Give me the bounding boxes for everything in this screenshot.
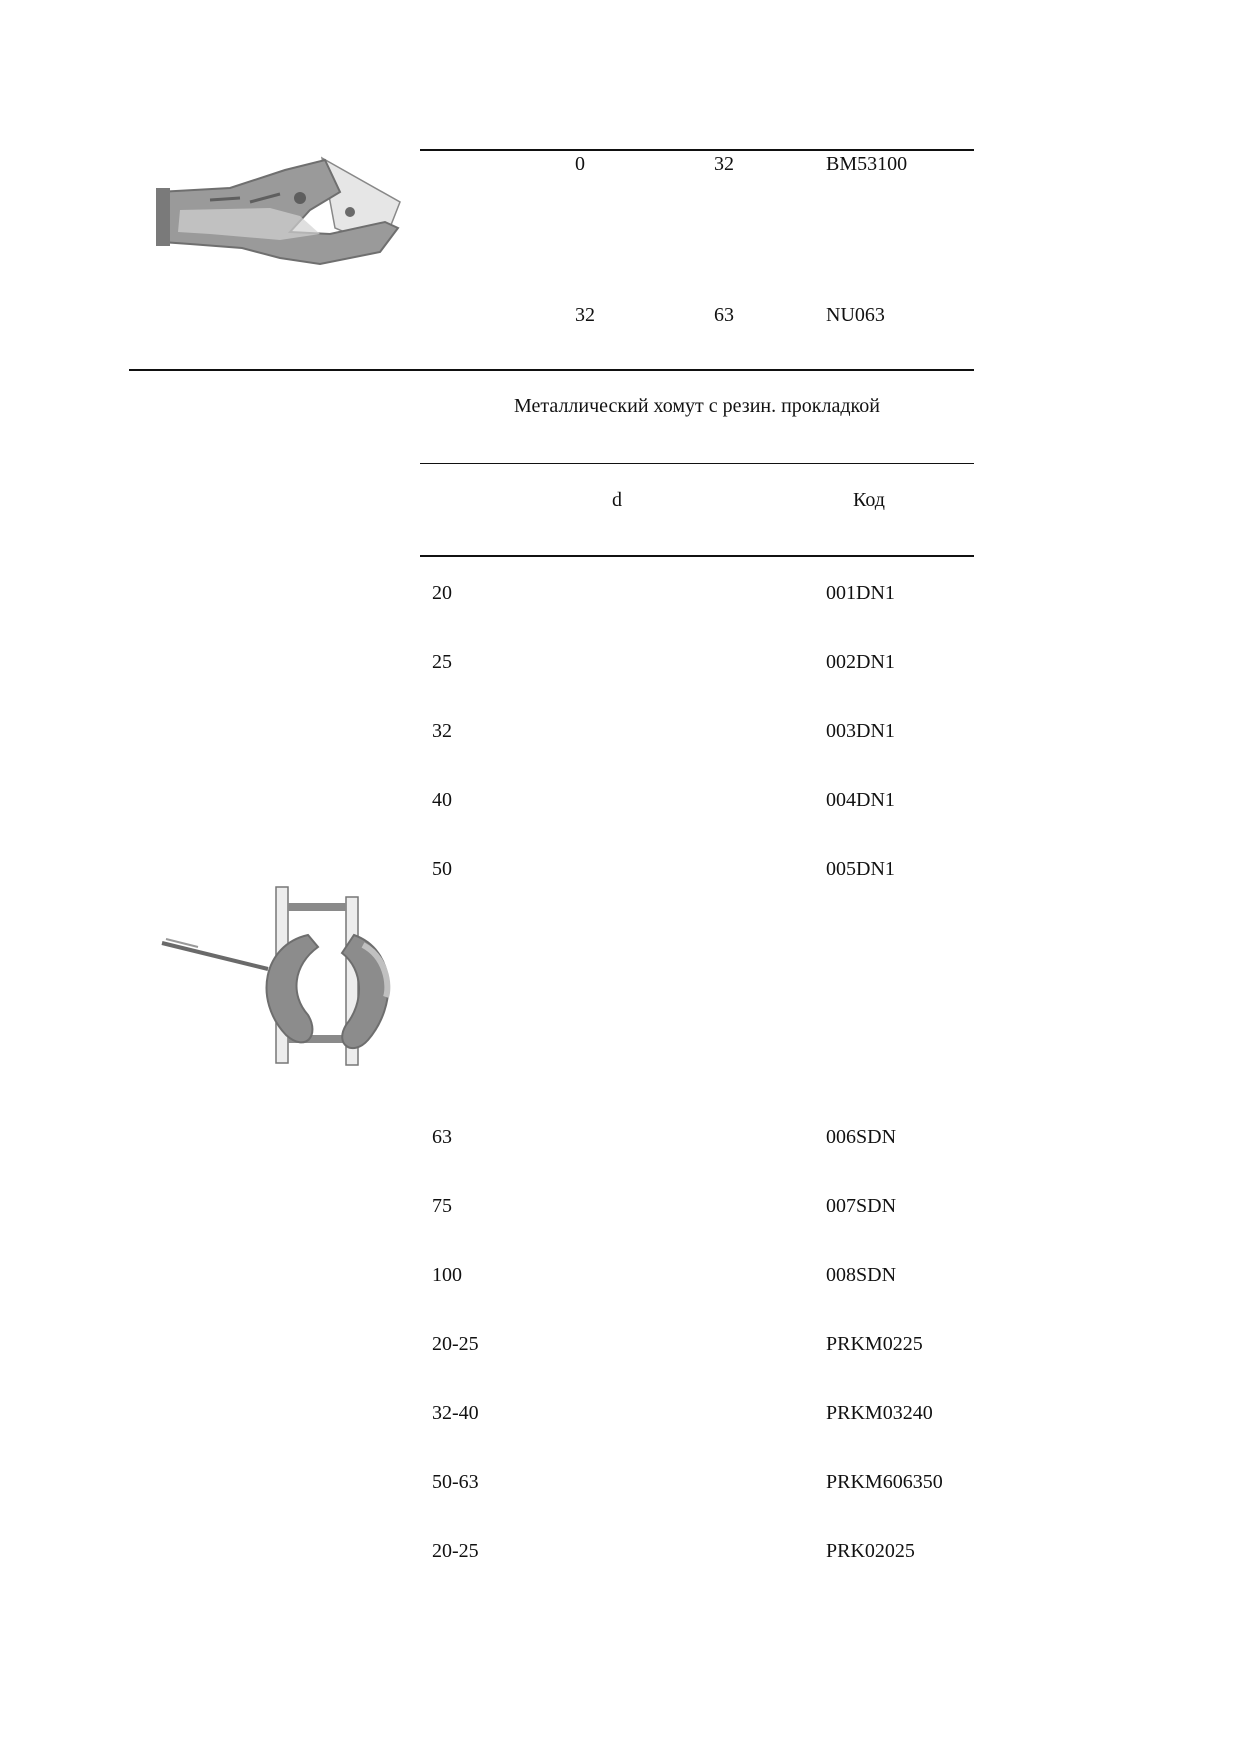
table-row-d: 50 [432,858,452,880]
table-row-code: 004DN1 [826,789,895,811]
table-row-code: 008SDN [826,1264,897,1286]
table-row-code: PRKM03240 [826,1402,933,1424]
table-row-d: 100 [432,1264,462,1286]
table-row-d: 50-63 [432,1471,479,1493]
table-row-d: 25 [432,651,452,673]
table-row-code: 001DN1 [826,582,895,604]
column-header-code: Код [853,489,885,511]
table-row-code: PRKM0225 [826,1333,923,1355]
metal-clamp-icon [158,875,408,1075]
plastic-clip-icon [150,150,410,275]
table-cell-to: 32 [714,153,734,175]
table-row-d: 40 [432,789,452,811]
table-row-d: 63 [432,1126,452,1148]
table-cell-code: NU063 [826,304,885,326]
table-row-code: 005DN1 [826,858,895,880]
table-cell-from: 0 [575,153,585,175]
table-row-code: 002DN1 [826,651,895,673]
section-title: Металлический хомут с резин. прокладкой [514,395,880,417]
table-row-code: 003DN1 [826,720,895,742]
table-row-d: 20-25 [432,1333,479,1355]
header-top-rule [420,463,974,464]
table-row-d: 20-25 [432,1540,479,1562]
table-cell-from: 32 [575,304,595,326]
table-cell-code: BM53100 [826,153,908,175]
section-divider [129,369,974,371]
table-cell-to: 63 [714,304,734,326]
table-row-d: 75 [432,1195,452,1217]
table-row-d: 32 [432,720,452,742]
table-row-d: 20 [432,582,452,604]
column-header-d: d [612,489,622,511]
top-table-rule [420,149,974,151]
table-row-d: 32-40 [432,1402,479,1424]
table-row-code: 006SDN [826,1126,897,1148]
table-row-code: PRKM606350 [826,1471,943,1493]
table-row-code: 007SDN [826,1195,897,1217]
table-row-code: PRK02025 [826,1540,915,1562]
header-bottom-rule [420,555,974,557]
